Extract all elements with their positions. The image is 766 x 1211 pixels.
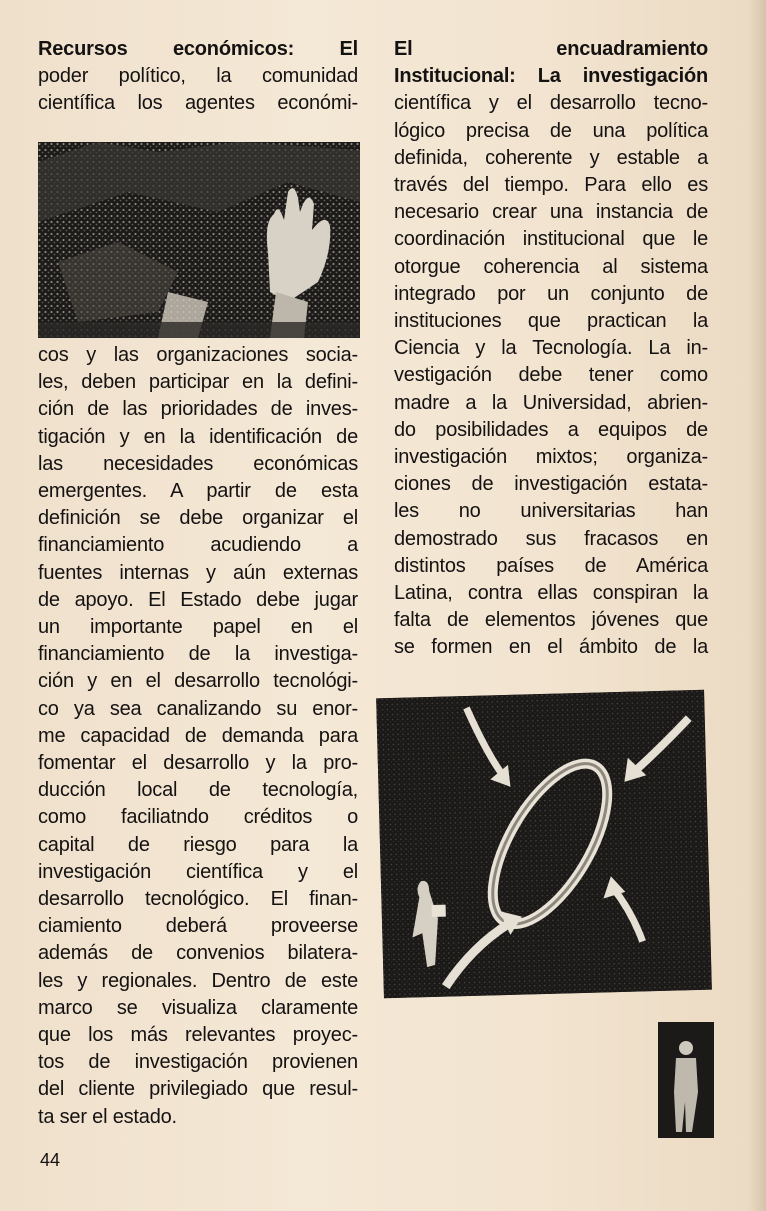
crowd-photo bbox=[38, 142, 360, 338]
text-line: les no universitarias han bbox=[394, 500, 708, 523]
text-line: vestigación debe tener como bbox=[394, 364, 708, 387]
text-line: investigación científica y el bbox=[38, 860, 358, 883]
text-line: tigación y en la identificación de bbox=[38, 425, 358, 448]
text-line: me capacidad de demanda para bbox=[38, 724, 358, 747]
text-line: poder político, la comunidad bbox=[38, 65, 358, 88]
text-line: financiamiento de la investiga- bbox=[38, 643, 358, 666]
text-line: ta ser el estado. bbox=[38, 1105, 177, 1128]
text-line: demostrado sus fracasos en bbox=[394, 527, 708, 550]
text-line: necesario crear una instancia de bbox=[394, 201, 708, 224]
right-column bbox=[394, 36, 708, 662]
text-line: les, deben participar en la defini- bbox=[38, 371, 358, 394]
text-line: definida, coherente y estable a bbox=[394, 146, 708, 169]
standing-figure-photo bbox=[658, 1022, 714, 1138]
text-line: ciamiento deberá proveerse bbox=[38, 915, 358, 938]
text-line: se formen en el ámbito de la bbox=[394, 636, 708, 659]
left-column-top bbox=[38, 36, 358, 118]
section-heading: Recursos económicos: El bbox=[38, 38, 358, 60]
text-line: fuentes internas y aún externas bbox=[38, 561, 358, 584]
text-line: les y regionales. Dentro de este bbox=[38, 969, 358, 992]
text-line: emergentes. A partir de esta bbox=[38, 480, 358, 503]
text-line: científica y el desarrollo tecno- bbox=[394, 92, 708, 115]
section-heading: El encuadramiento bbox=[394, 38, 708, 60]
text-line: falta de elementos jóvenes que bbox=[394, 609, 708, 632]
text-line: investigación mixtos; organiza- bbox=[394, 446, 708, 469]
text-line: las necesidades económicas bbox=[38, 452, 358, 475]
text-line: un importante papel en el bbox=[38, 616, 358, 639]
text-line: ción y en el desarrollo tecnológi- bbox=[38, 670, 358, 693]
text-line: integrado por un conjunto de bbox=[394, 282, 708, 305]
text-line: tos de investigación provienen bbox=[38, 1051, 358, 1074]
text-line: marco se visualiza claramente bbox=[38, 996, 358, 1019]
page-number: 44 bbox=[40, 1150, 61, 1170]
text-line: Institucional: La investigación bbox=[394, 65, 708, 88]
text-line bbox=[394, 36, 708, 63]
text-line: Ciencia y la Tecnología. La in- bbox=[394, 337, 708, 360]
text-line: definición se debe organizar el bbox=[38, 507, 358, 530]
text-line: capital de riesgo para la bbox=[38, 833, 358, 856]
text-line: financiamiento acudiendo a bbox=[38, 534, 358, 557]
text-line: fomentar el desarrollo y la pro- bbox=[38, 752, 358, 775]
text-line: otorgue coherencia al sistema bbox=[394, 255, 708, 278]
text-line: madre a la Universidad, abrien- bbox=[394, 391, 708, 414]
text-line: además de convenios bilatera- bbox=[38, 942, 358, 965]
left-column-bottom bbox=[38, 342, 358, 1131]
text-line: como faciliatndo créditos o bbox=[38, 806, 358, 829]
text-line: través del tiempo. Para ello es bbox=[394, 174, 708, 197]
page-edge-shadow bbox=[748, 0, 766, 1211]
text-line: desarrollo tecnológico. El finan- bbox=[38, 888, 358, 911]
text-line: ción de las prioridades de inves- bbox=[38, 398, 358, 421]
text-line: coordinación institucional que le bbox=[394, 228, 708, 251]
text-line: científica los agentes económi- bbox=[38, 92, 358, 115]
text-line: instituciones que practican la bbox=[394, 310, 708, 333]
text-line: lógico precisa de una política bbox=[394, 119, 708, 142]
text-line: Latina, contra ellas conspiran la bbox=[394, 582, 708, 605]
text-line: del cliente privilegiado que resul- bbox=[38, 1078, 358, 1101]
text-line: do posibilidades a equipos de bbox=[394, 418, 708, 441]
text-line: ducción local de tecnología, bbox=[38, 779, 358, 802]
text-line: de apoyo. El Estado debe jugar bbox=[38, 588, 358, 611]
text-line: co ya sea canalizando su enor- bbox=[38, 697, 358, 720]
arrows-ring-illustration bbox=[376, 690, 712, 998]
text-line: cos y las organizaciones socia- bbox=[38, 344, 358, 366]
text-line: ciones de investigación estata- bbox=[394, 473, 708, 496]
text-line: que los más relevantes proyec- bbox=[38, 1024, 358, 1047]
text-line bbox=[38, 36, 358, 63]
text-line: distintos países de América bbox=[394, 554, 708, 577]
